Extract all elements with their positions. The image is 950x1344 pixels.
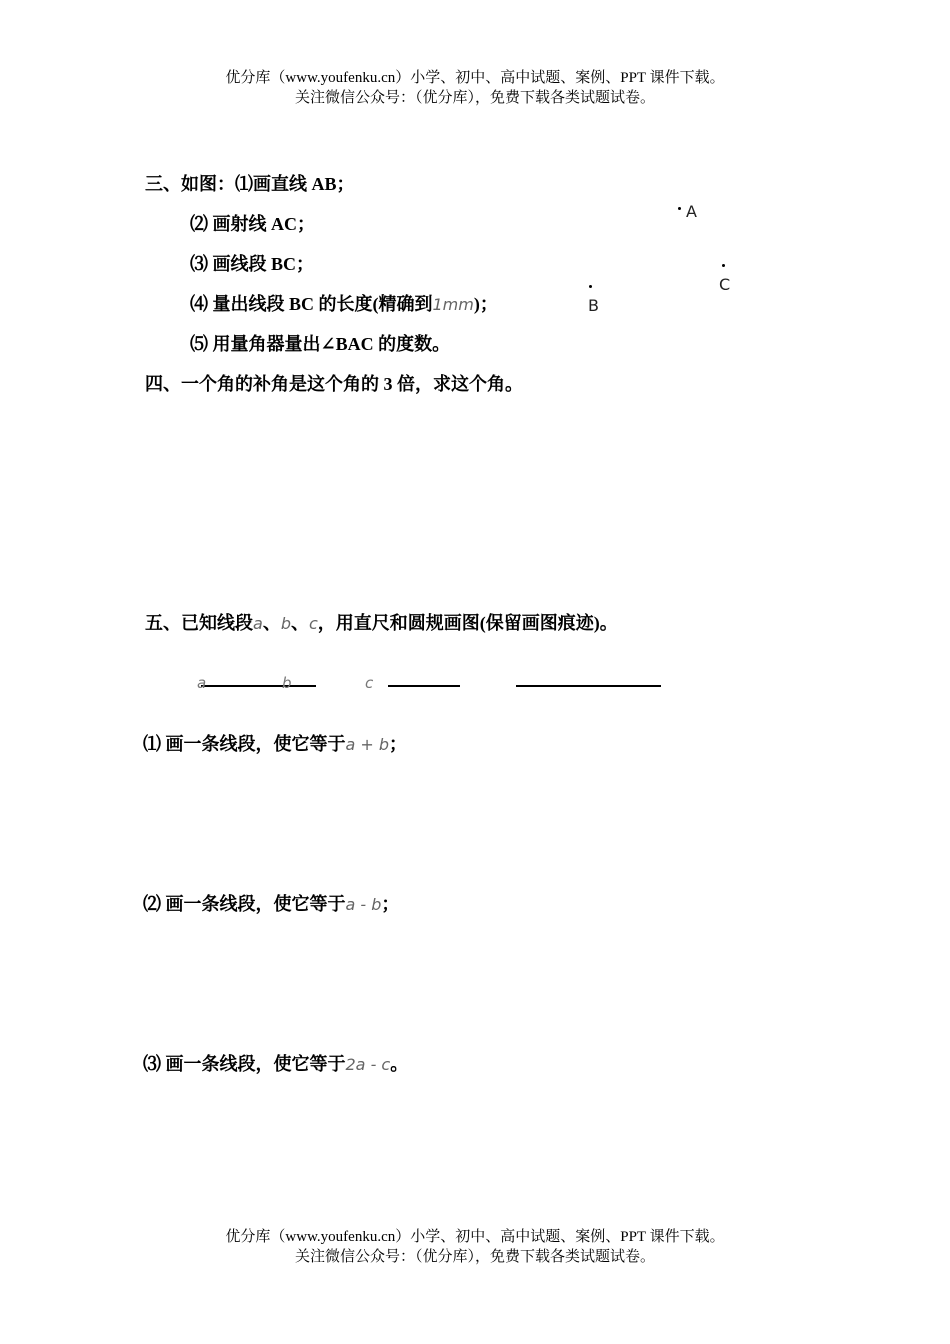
q5-part-3-text: ⑶ 画一条线段，使它等于 [143, 1054, 346, 1074]
point-b-label: B [588, 296, 599, 315]
q5-part-1 [143, 733, 407, 756]
q5-sep-2: 、 [290, 613, 309, 633]
q5-part-3-expr: 2a - c [345, 1055, 391, 1074]
q3-step-4 [190, 293, 498, 316]
point-a-label: A [686, 202, 697, 221]
point-c-label: C [719, 275, 731, 294]
q5-part-1-expr: a + b [345, 735, 390, 754]
q5-part-1-text: ⑴ 画一条线段，使它等于 [143, 734, 346, 754]
segment-b-label: b [282, 674, 292, 692]
q5-part-2-text: ⑵ 画一条线段，使它等于 [143, 894, 346, 914]
segment-c [388, 685, 460, 687]
q5-part-3-end: 。 [390, 1054, 409, 1074]
q3-step-4-text: ⑷ 量出线段 BC 的长度(精确到 [190, 294, 433, 314]
q5-part-2-end: ； [381, 894, 400, 914]
q5-var-c: c [308, 614, 318, 633]
footer-line-1: 优分库（www.youfenku.cn）小学、初中、高中试题、案例、PPT 课件下载。 [225, 1229, 725, 1245]
q3-step-2: ⑵ 画射线 AC； [190, 214, 315, 234]
segment-extra [516, 685, 661, 687]
q5-part-3 [143, 1053, 408, 1076]
q5-title-text: 五、已知线段 [145, 613, 253, 633]
point-a-dot [678, 207, 681, 210]
footer-line-2: 关注微信公众号：（优分库），免费下载各类试题试卷。 [294, 1249, 655, 1265]
point-b-dot [589, 285, 592, 288]
q5-part-2-expr: a - b [345, 895, 382, 914]
q5-title [145, 612, 618, 635]
segment-a-b [201, 685, 316, 687]
header-line-2: 关注微信公众号：（优分库），免费下载各类试题试卷。 [294, 90, 655, 106]
q5-var-b: b [280, 614, 291, 633]
q5-title-end: ，用直尺和圆规画图(保留画图痕迹)。 [317, 613, 618, 633]
segment-c-label: c [365, 674, 374, 692]
q3-step-4-end: )； [473, 294, 498, 314]
point-c-dot [722, 264, 725, 267]
q3-step-3: ⑶ 画线段 BC； [190, 254, 315, 274]
q5-part-1-end: ； [389, 734, 408, 754]
q5-var-a: a [253, 614, 263, 633]
q3-title: 三、如图：⑴画直线 AB； [145, 174, 355, 194]
q3-step-4-unit: 1mm [432, 295, 474, 314]
header-line-1: 优分库（www.youfenku.cn）小学、初中、高中试题、案例、PPT 课件下载。 [225, 70, 725, 86]
q5-sep-1: 、 [262, 613, 281, 633]
segment-a-label: a [197, 674, 207, 692]
q5-part-2 [143, 893, 399, 916]
q3-step-5: ⑸ 用量角器量出∠BAC 的度数。 [190, 334, 451, 354]
q4-text: 四、一个角的补角是这个角的 3 倍，求这个角。 [145, 374, 523, 394]
